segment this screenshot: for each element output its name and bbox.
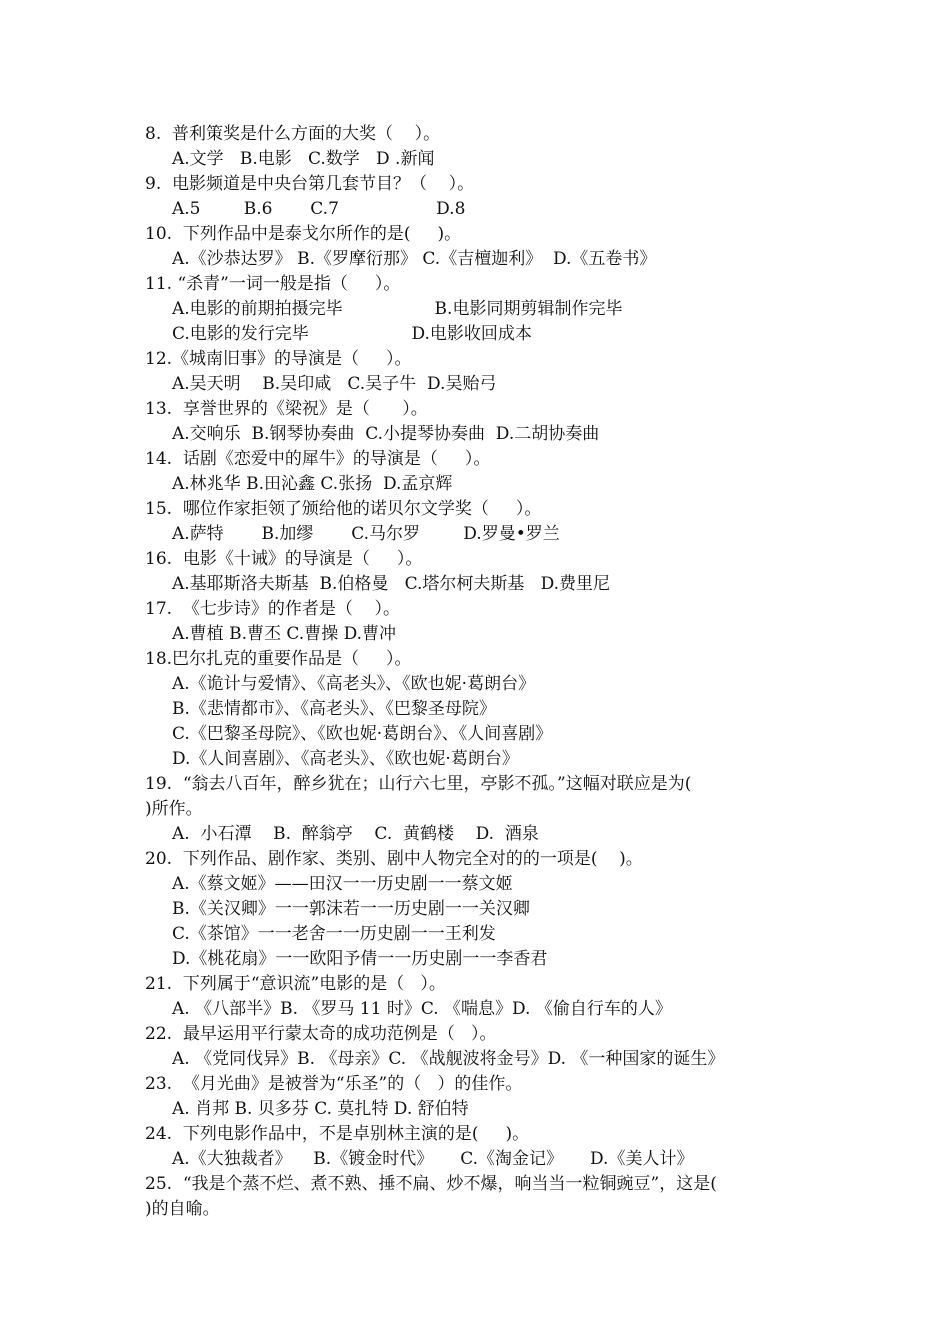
question-text: 25. “我是个蒸不烂、煮不熟、捶不扁、炒不爆，响当当一粒铜豌豆”，这是( — [145, 1174, 717, 1194]
answer-options: A.基耶斯洛夫斯基 B.伯格曼 C.塔尔柯夫斯基 D.费里尼 — [172, 574, 611, 594]
answer-options: A. 《八部半》B. 《罗马 11 时》C. 《喘息》D. 《偷自行车的人》 — [172, 999, 672, 1019]
question-text: 18.巴尔扎克的重要作品是（ ）。 — [145, 649, 412, 669]
answer-options: A.《蔡文姬》——田汉一一历史剧一一蔡文姬 — [172, 874, 513, 894]
question-text: 21. 下列属于“意识流”电影的是（ ）。 — [145, 974, 446, 994]
answer-options: D.《人间喜剧》、《高老头》、《欧也妮·葛朗台》 — [172, 749, 519, 769]
answer-options: A. 小石潭 B. 醉翁亭 C. 黄鹤楼 D. 酒泉 — [172, 824, 539, 844]
question-continuation: )的自喻。 — [145, 1199, 220, 1219]
question-text: 15. 哪位作家拒领了颁给他的诺贝尔文学奖（ ）。 — [145, 499, 542, 519]
question-text: 22. 最早运用平行蒙太奇的成功范例是（ ）。 — [145, 1024, 497, 1044]
question-continuation: )所作。 — [145, 799, 203, 819]
answer-options: D.《桃花扇》一一欧阳予倩一一历史剧一一李香君 — [172, 949, 548, 969]
answer-options: B.《悲情都市》、《高老头》、《巴黎圣母院》 — [172, 699, 496, 719]
answer-options: B.《关汉卿》一一郭沫若一一历史剧一一关汉卿 — [172, 899, 530, 919]
question-text: 24. 下列电影作品中，不是卓别林主演的是( )。 — [145, 1124, 530, 1144]
answer-options: A.萨特 B.加缪 C.马尔罗 D.罗曼•罗兰 — [172, 524, 560, 544]
answer-options: A.曹植 B.曹丕 C.曹操 D.曹冲 — [172, 624, 397, 644]
question-text: 17. 《七步诗》的作者是（ ）。 — [145, 599, 400, 619]
question-text: 13. 享誉世界的《梁祝》是（ ）。 — [145, 399, 428, 419]
answer-options: A.电影的前期拍摄完毕 B.电影同期剪辑制作完毕 — [172, 299, 623, 319]
answer-options: A.《大独裁者》 B.《镀金时代》 C.《淘金记》 D.《美人计》 — [172, 1149, 694, 1169]
answer-options: A.林兆华 B.田沁鑫 C.张扬 D.孟京辉 — [172, 474, 453, 494]
question-list — [145, 122, 805, 1222]
question-text: 16. 电影《十诫》的导演是（ ）。 — [145, 549, 423, 569]
answer-options: A.文学 B.电影 C.数学 D .新闻 — [172, 149, 435, 169]
question-text: 10. 下列作品中是泰戈尔所作的是( )。 — [145, 224, 462, 244]
answer-options: A. 《党同伐异》B. 《母亲》C. 《战舰波将金号》D. 《一种国家的诞生》 — [172, 1049, 725, 1069]
question-text: 9. 电影频道是中央台第几套节目？（ ）。 — [145, 174, 475, 194]
answer-options: C.《巴黎圣母院》、《欧也妮·葛朗台》、《人间喜剧》 — [172, 724, 553, 744]
question-text: 19. “翁去八百年，醉乡犹在；山行六七里，亭影不孤。”这幅对联应是为( — [145, 774, 692, 794]
question-text: 8. 普利策奖是什么方面的大奖（ ）。 — [145, 124, 441, 144]
question-text: 20. 下列作品、剧作家、类别、剧中人物完全对的的一项是( )。 — [145, 849, 643, 869]
answer-options: A. 肖邦 B. 贝多芬 C. 莫扎特 D. 舒伯特 — [172, 1099, 469, 1119]
answer-options: C.电影的发行完毕 D.电影收回成本 — [172, 324, 532, 344]
answer-options: A.《诡计与爱情》、《高老头》、《欧也妮·葛朗台》 — [172, 674, 536, 694]
question-text: 14. 话剧《恋爱中的犀牛》的导演是（ ）。 — [145, 449, 491, 469]
answer-options: A.交响乐 B.钢琴协奏曲 C.小提琴协奏曲 D.二胡协奏曲 — [172, 424, 600, 444]
question-text: 11. “杀青”一词一般是指（ ）。 — [145, 274, 401, 294]
answer-options: A.5 B.6 C.7 D.8 — [172, 199, 466, 219]
answer-options: A.《沙恭达罗》 B.《罗摩衍那》 C.《吉檀迦利》 D.《五卷书》 — [172, 249, 657, 269]
question-text: 23. 《月光曲》是被誉为“乐圣”的（ ）的佳作。 — [145, 1074, 523, 1094]
answer-options: C.《茶馆》一一老舍一一历史剧一一王利发 — [172, 924, 496, 944]
answer-options: A.吴天明 B.吴印咸 C.吴子牛 D.吴贻弓 — [172, 374, 497, 394]
question-text: 12.《城南旧事》的导演是（ ）。 — [145, 349, 412, 369]
